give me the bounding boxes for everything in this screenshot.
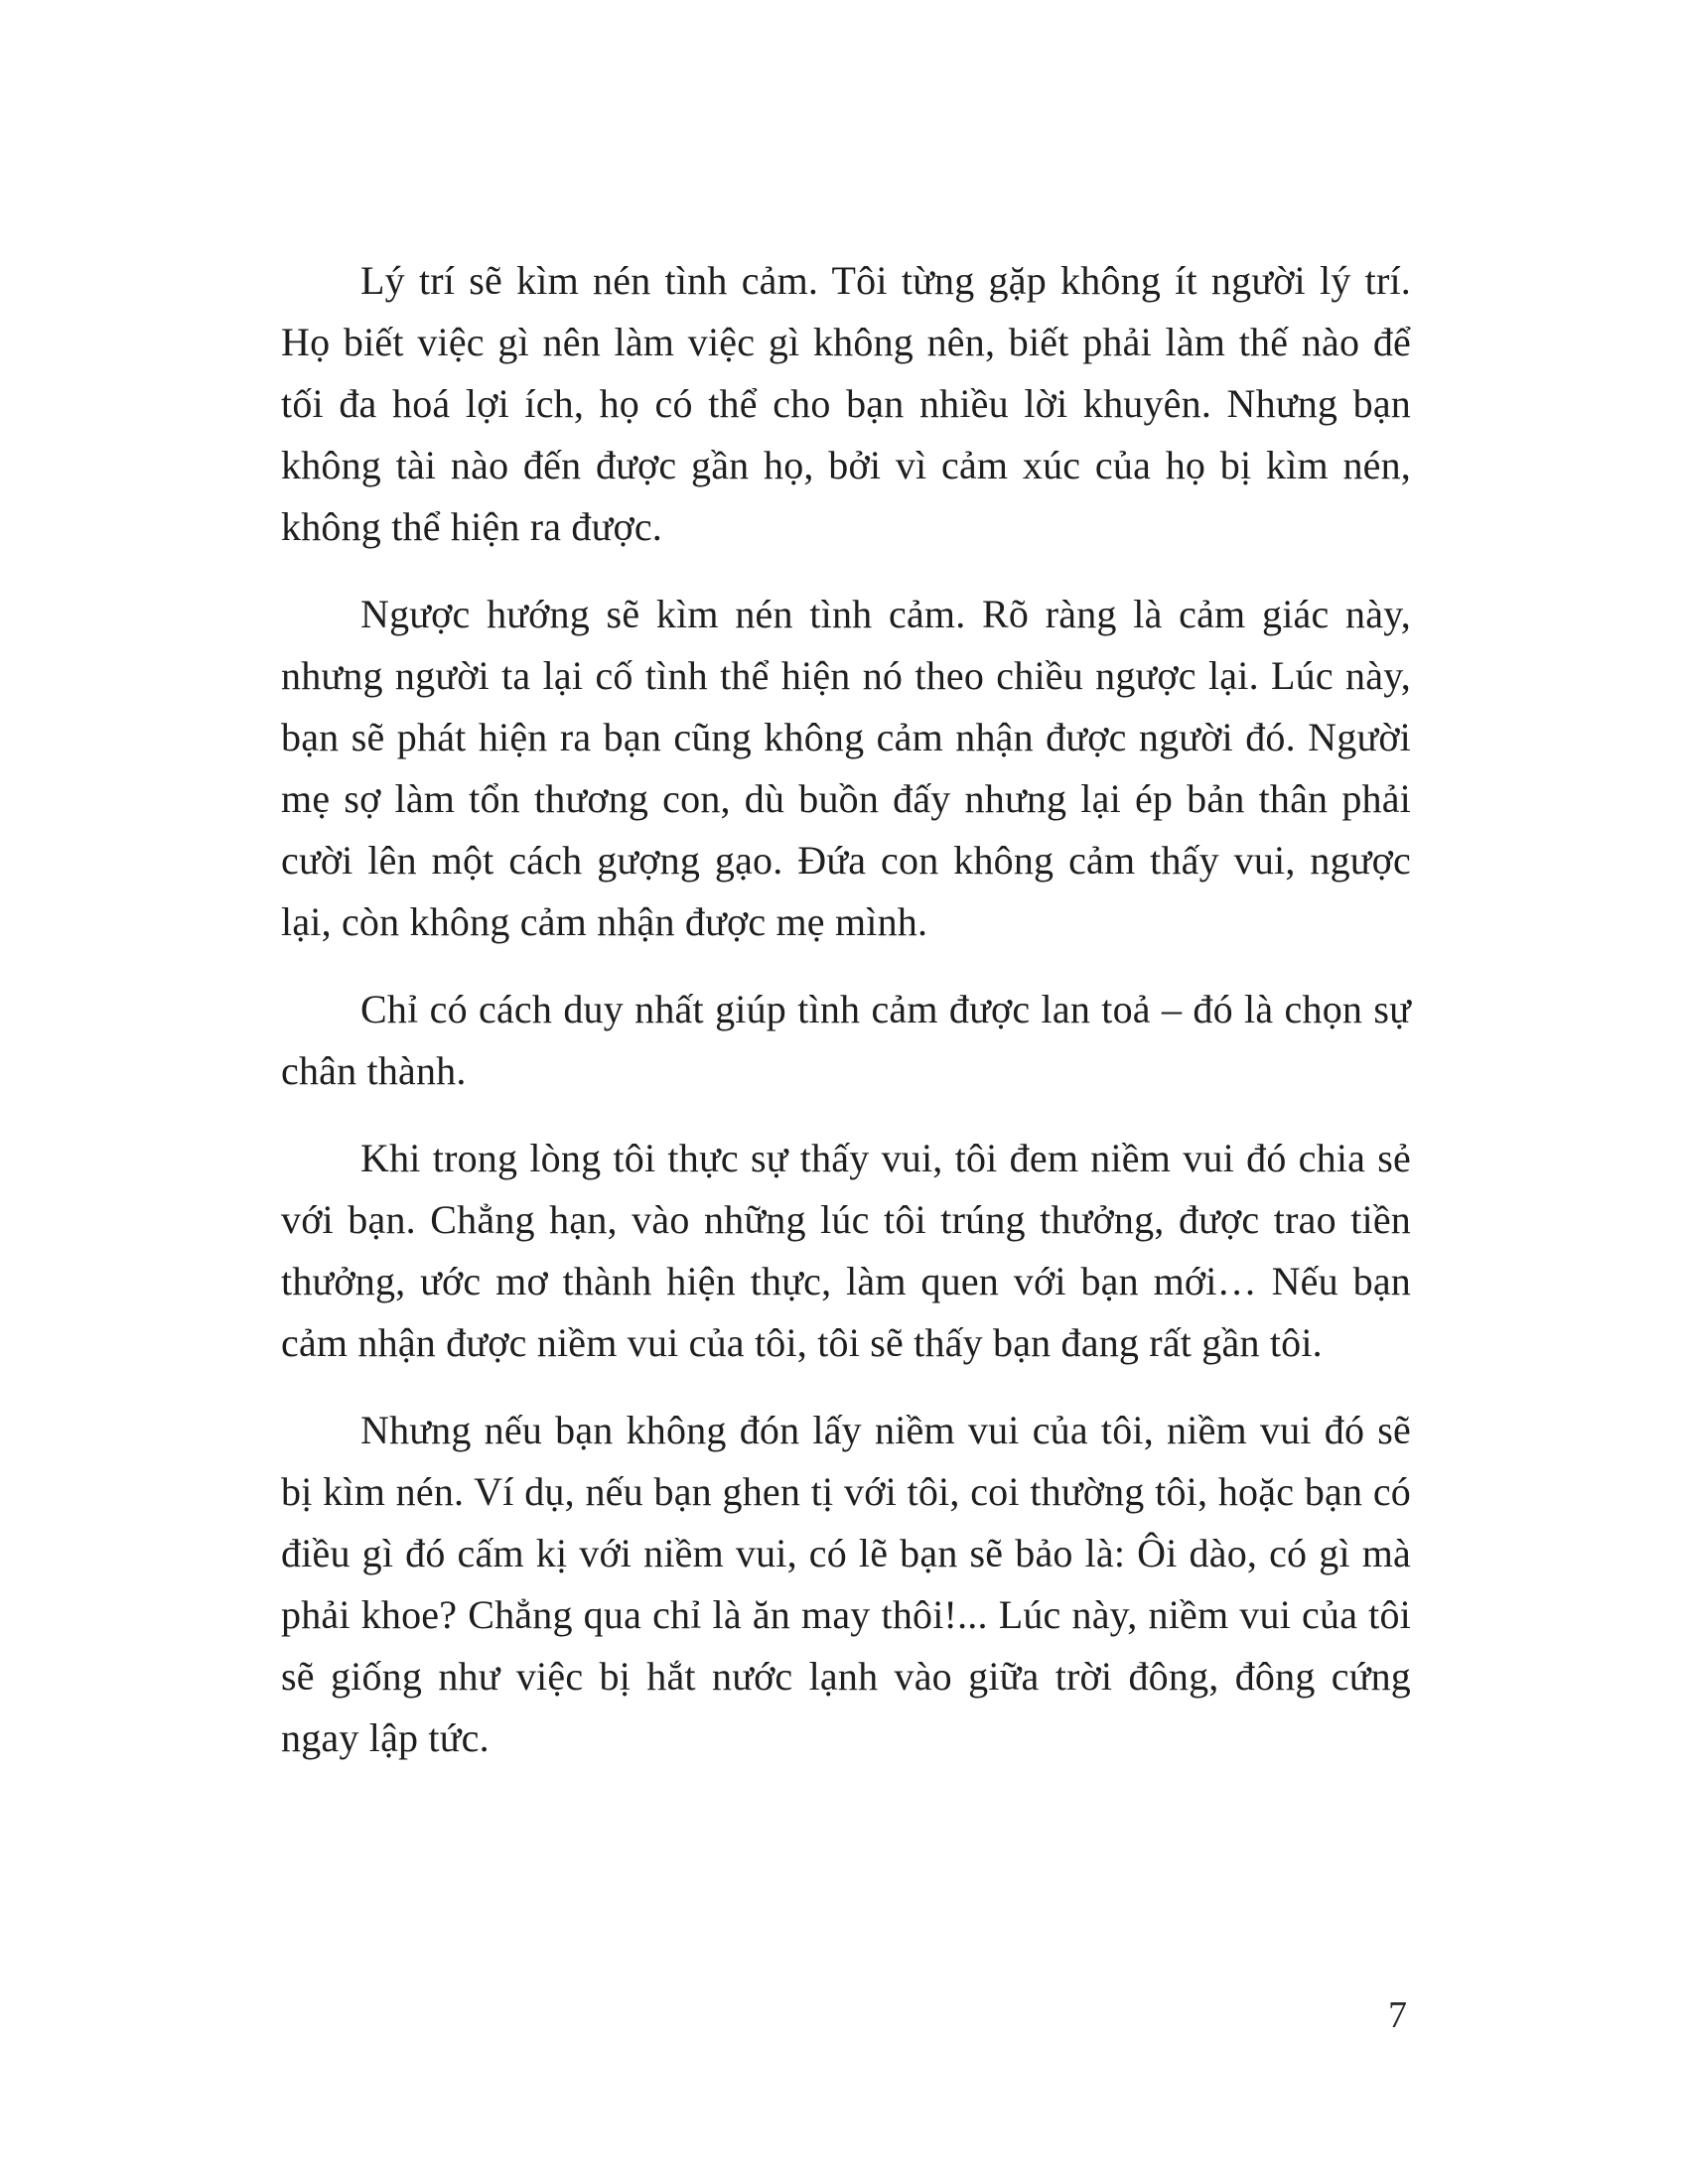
paragraph: Lý trí sẽ kìm nén tình cảm. Tôi từng gặp không ít người lý trí. Họ biết việc gì nên làm việc gì không nên, biết phải làm thế nào để tối đa hoá lợi ích, họ có thể cho bạn nhiều lời khuyên. Nhưng bạn không tài nào đến được gần họ, bởi vì cảm xúc của họ bị kìm nén, không thể hiện ra được. [281,258,1411,549]
body-text [281,250,1411,1769]
paragraph: Nhưng nếu bạn không đón lấy niềm vui của tôi, niềm vui đó sẽ bị kìm nén. Ví dụ, nếu bạn ghen tị với tôi, coi thường tôi, hoặc bạn có điều gì đó cấm kị với niềm vui, có lẽ bạn sẽ bảo là: Ôi dào, có gì mà phải khoe? Chẳng qua chỉ là ăn may thôi!... Lúc này, niềm vui của tôi sẽ giống như việc bị hắt nước lạnh vào giữa trời đông, đông cứng ngay lập tức. [281,1408,1411,1760]
paragraph: Khi trong lòng tôi thực sự thấy vui, tôi đem niềm vui đó chia sẻ với bạn. Chẳng hạn, vào những lúc tôi trúng thưởng, được trao tiền thưởng, ước mơ thành hiện thực, làm quen với bạn mới… Nếu bạn cảm nhận được niềm vui của tôi, tôi sẽ thấy bạn đang rất gần tôi. [281,1136,1411,1365]
paragraph: Ngược hướng sẽ kìm nén tình cảm. Rõ ràng là cảm giác này, nhưng người ta lại cố tình thể hiện nó theo chiều ngược lại. Lúc này, bạn sẽ phát hiện ra bạn cũng không cảm nhận được người đó. Người mẹ sợ làm tổn thương con, dù buồn đấy nhưng lại ép bản thân phải cười lên một cách gượng gạo. Đứa con không cảm thấy vui, ngược lại, còn không cảm nhận được mẹ mình. [281,592,1411,944]
paragraph: Chỉ có cách duy nhất giúp tình cảm được lan toả – đó là chọn sự chân thành. [281,987,1411,1093]
page-number: 7 [1388,1994,1407,2036]
